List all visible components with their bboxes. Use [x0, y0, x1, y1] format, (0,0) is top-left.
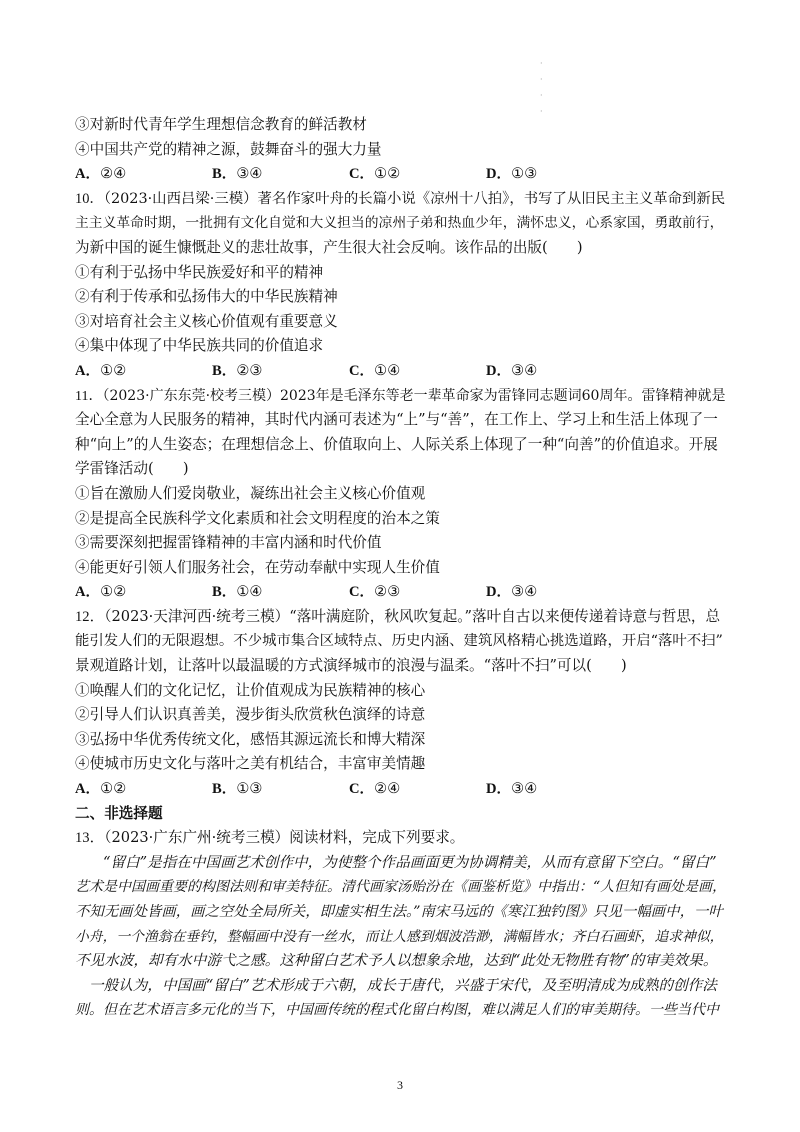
answer-options	[75, 777, 727, 802]
option-d[interactable]: D．①③	[486, 165, 538, 183]
question-stem-line: 景观道路计划，让落叶以最温暖的方式演绎城市的浪漫与温柔。“落叶不扫”可以( )	[75, 657, 627, 675]
option-c[interactable]: C．①②	[349, 165, 401, 183]
material-line: 小舟，一个渔翁在垂钓，整幅画中没有一丝水，而让人感到烟波浩渺，满幅皆水；齐白石画虾，追求神似，	[75, 928, 724, 945]
question-stem-line: 能引发人们的无限遐想。不少城市集合区域特点、历史内涵、建筑风格精心挑选道路，开启“落叶不扫”	[75, 633, 723, 650]
statement-item: ②是提高全民族科学文化素质和社会文明程度的治本之策	[75, 509, 440, 527]
question-11	[75, 384, 727, 605]
option-a[interactable]: A．①②	[75, 361, 127, 379]
option-a[interactable]: A．②④	[75, 165, 127, 183]
material-line: “留白”是指在中国画艺术创作中，为使整个作品画面更为协调精美，从而有意留下空白。“留白”	[103, 853, 717, 871]
decorative-dots: · · · ·	[540, 59, 543, 116]
question-stem-line: 种“向上”的人生姿态；在理想信念上、价值取向上、人际关系上体现了一种“向善”的价值追求。开展	[75, 435, 718, 453]
option-c[interactable]: C．②③	[349, 583, 401, 601]
page-number: 3	[397, 1078, 403, 1092]
question-stem-line: 12．（2023·天津河西·统考三模）“落叶满庭阶，秋风吹复起。”落叶自古以来便传递着诗意与哲思，总	[75, 607, 721, 625]
question-instruction: 阅读材料，完成下列要求。	[289, 829, 465, 847]
option-d[interactable]: D．③④	[486, 583, 538, 601]
statement-item: ④集中体现了中华民族共同的价值追求	[75, 337, 324, 355]
statement-item: ①唤醒人们的文化记忆，让价值观成为民族精神的核心	[75, 681, 426, 699]
material-line: 一般认为，中国画“留白”艺术形成于六朝，成长于唐代，兴盛于宋代，及至明清成为成熟的创作法	[89, 976, 717, 994]
statement-item: ③弘扬中华优秀传统文化，感悟其源远流长和博大精深	[75, 730, 426, 748]
option-b[interactable]: B．②③	[212, 361, 263, 379]
option-b[interactable]: B．③④	[212, 165, 263, 183]
question-number: 12．	[75, 608, 105, 625]
question-source: （2023·天津河西·统考三模）	[104, 607, 290, 625]
statement-item: ①旨在激励人们爱岗敬业，凝练出社会主义核心价值观	[75, 484, 426, 502]
statement-item: ③需要深刻把握雷锋精神的丰富内涵和时代价值	[75, 534, 382, 552]
statement-item: ④能更好引领人们服务社会，在劳动奉献中实现人生价值	[75, 558, 440, 576]
option-a[interactable]: A．①②	[75, 780, 127, 798]
question-stem-line: 全心全意为人民服务的精神，其时代内涵可表述为“上”与“善”，在工作上、学习上和生活上体现了一	[75, 411, 718, 429]
question-source: （2023·广东东莞·校考三模）	[102, 387, 281, 404]
question-number: 11．	[75, 388, 103, 404]
lead-item-3: ③对新时代青年学生理想信念教育的鲜活教材	[75, 116, 367, 133]
section-title: 二、非选择题	[75, 804, 163, 822]
option-b[interactable]: B．①④	[212, 583, 263, 601]
question-stem-line: 主主义革命时期，一批拥有文化自觉和大义担当的凉州子弟和热血少年，满怀忠义，心系家国，勇敢前行，	[75, 215, 724, 232]
question-stem-line: 学雷锋活动( )	[75, 460, 189, 478]
option-b[interactable]: B．①③	[212, 780, 263, 798]
option-c[interactable]: C．②④	[349, 780, 401, 798]
question-stem-line: 10．（2023·山西吕梁·三模）著名作家叶舟的长篇小说《凉州十八拍》，书写了从旧民主主义革命到新民	[75, 190, 726, 207]
statement-item: ③对培育社会主义核心价值观有重要意义	[75, 312, 338, 330]
question-number: 13．	[75, 830, 105, 847]
answer-options	[75, 580, 727, 605]
question-stem-line: 为新中国的诞生慷慨赴义的悲壮故事，产生很大社会反响。该作品的出版( )	[75, 238, 583, 256]
option-d[interactable]: D．③④	[486, 780, 538, 798]
material-line: 则。但在艺术语言多元化的当下，中国画传统的程式化留白构图，难以满足人们的审美期待。一些当代中	[75, 1002, 719, 1019]
question-13	[75, 826, 727, 1023]
question-12	[75, 605, 727, 802]
option-a[interactable]: A．①②	[75, 583, 127, 601]
question-stem-line	[75, 826, 727, 851]
statement-item: ④使城市历史文化与落叶之美有机结合，丰富审美情趣	[75, 755, 426, 773]
question-source: （2023·广东广州·统考三模）	[104, 829, 290, 847]
statement-item: ②引导人们认识真善美，漫步街头欣赏秋色演绎的诗意	[75, 706, 426, 724]
page-content	[75, 113, 727, 1023]
material-line: 不见水波，却有水中游弋之感。这种留白艺术予人以想象余地，达到“此处无物胜有物”的审美效果。	[75, 952, 718, 970]
lead-options	[75, 162, 727, 187]
question-source: （2023·山西吕梁·三模）	[103, 190, 258, 207]
question-stem-line: 11．（2023·广东东莞·校考三模）2023年是毛泽东等老一辈革命家为雷锋同志题词60周年。雷锋精神就是	[75, 387, 726, 404]
statement-item: ②有利于传承和弘扬伟大的中华民族精神	[75, 288, 338, 306]
question-number: 10．	[75, 190, 104, 207]
option-d[interactable]: D．③④	[486, 361, 538, 379]
material-line: 艺术是中国画重要的构图法则和审美特征。清代画家汤贻汾在《画鉴析览》中指出：“人但知有画处是画，	[75, 879, 727, 896]
material-line: 不知无画处皆画，画之空处全局所关，即虚实相生法。”南宋马远的《寒江独钓图》只见一幅画中，一叶	[75, 904, 723, 920]
option-c[interactable]: C．①④	[349, 361, 401, 379]
question-10	[75, 187, 727, 384]
statement-item: ①有利于弘扬中华民族爱好和平的精神	[75, 263, 324, 281]
lead-item-4: ④中国共产党的精神之源，鼓舞奋斗的强大力量	[75, 140, 382, 158]
answer-options	[75, 359, 727, 384]
